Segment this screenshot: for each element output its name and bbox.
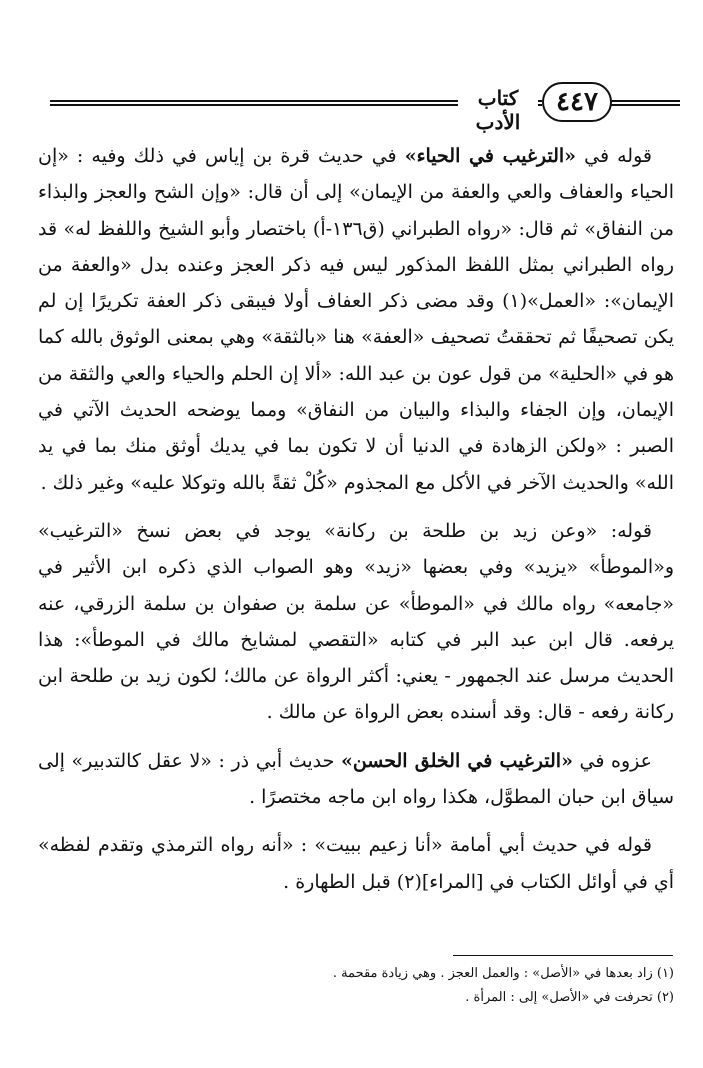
footnote-divider (453, 955, 673, 956)
header-rule-right (610, 100, 680, 106)
text-run: في حديث قرة بن إياس في ذلك وفيه : «إن الحياء والعفاف والعي والعفة من الإيمان» إلى أن قال: «وإن الشح والعجز والبذاء من النفاق» ثم قال: «رواه الطبراني (ق١٣٦-أ) باختصار وأبو الشيخ واللفظ له» قد رواه الطبراني بمثل اللفظ المذكور ليس فيه ذكر العجز وعنده بدل «والعفة من الإيمان»: «العمل»(١) وقد مضى ذكر العفاف أولا فيبقى ذكر العفة تكريرًا إن لم يكن تصحيفًا ثم تحققتُ تصحيف «العفة» هنا «بالثقة» وهي بمعنى الوثوق بالله كما هو في «الحلية» من قول عون بن عبد الله: «ألا إن الحلم والحياء والعي والثقة من الإيمان، وإن الجفاء والبذاء والبيان من النفاق» ومما يوضحه الحديث الآتي في الصبر : «ولكن الزهادة في الدنيا أن لا تكون بما في يديك أوثق منك بما في يد الله» والحديث الآخر في الأكل مع المجذوم «كُلْ ثقةً بالله وتوكلا عليه» وغير ذلك . (38, 145, 674, 494)
paragraph (38, 827, 674, 900)
text-run: قوله: «وعن زيد بن طلحة بن ركانة» يوجد في بعض نسخ «الترغيب» و«الموطأ» «يزيد» وفي بعضها «زيد» وهو الصواب الذي ذكره ابن الأثير في «جامعه» رواه مالك في «الموطأ» عن سلمة بن صفوان بن سلمة الزرقي، عنه يرفعه. قال ابن عبد البر في كتابه «التقصي لمشايخ مالك في الموطأ»: هذا الحديث مرسل عند الجمهور - يعني: أكثر الرواة عن مالك؛ لكون زيد بن طلحة ابن ركانة رفعه - قال: وقد أسنده بعض الرواة عن مالك . (38, 519, 674, 724)
bold-heading-run: «الترغيب في الحياء» (404, 145, 577, 167)
page-header (50, 78, 680, 134)
footnotes (38, 962, 674, 1010)
text-run: عزوه في (572, 749, 652, 772)
bold-heading-run: «الترغيب في الخلق الحسن» (340, 749, 573, 772)
text-run: قوله في حديث أبي أمامة «أنا زعيم ببيت» : «أنه رواه الترمذي وتقدم لفظه» أي في أوائل الكتاب في [المراء](٢) قبل الطهارة . (38, 834, 674, 893)
page-number: ٤٤٧ (542, 82, 612, 122)
footnote: (١) زاد بعدها في «الأصل» : والعمل العجز . وهي زيادة مقحمة . (332, 966, 674, 981)
text-run: حديث أبي ذر : «لا عقل كالتدبير» إلى سياق ابن حبان المطوَّل، هكذا رواه ابن ماجه مختصرًا . (38, 749, 674, 809)
book-title: كتاب الأدب (458, 86, 538, 134)
main-text (38, 138, 674, 912)
paragraph (38, 743, 674, 816)
paragraph (38, 138, 674, 501)
paragraph (38, 513, 674, 731)
text-run: قوله في (576, 145, 652, 167)
footnote: (٢) تحرفت في «الأصل» إلى : المرأة . (465, 990, 674, 1005)
